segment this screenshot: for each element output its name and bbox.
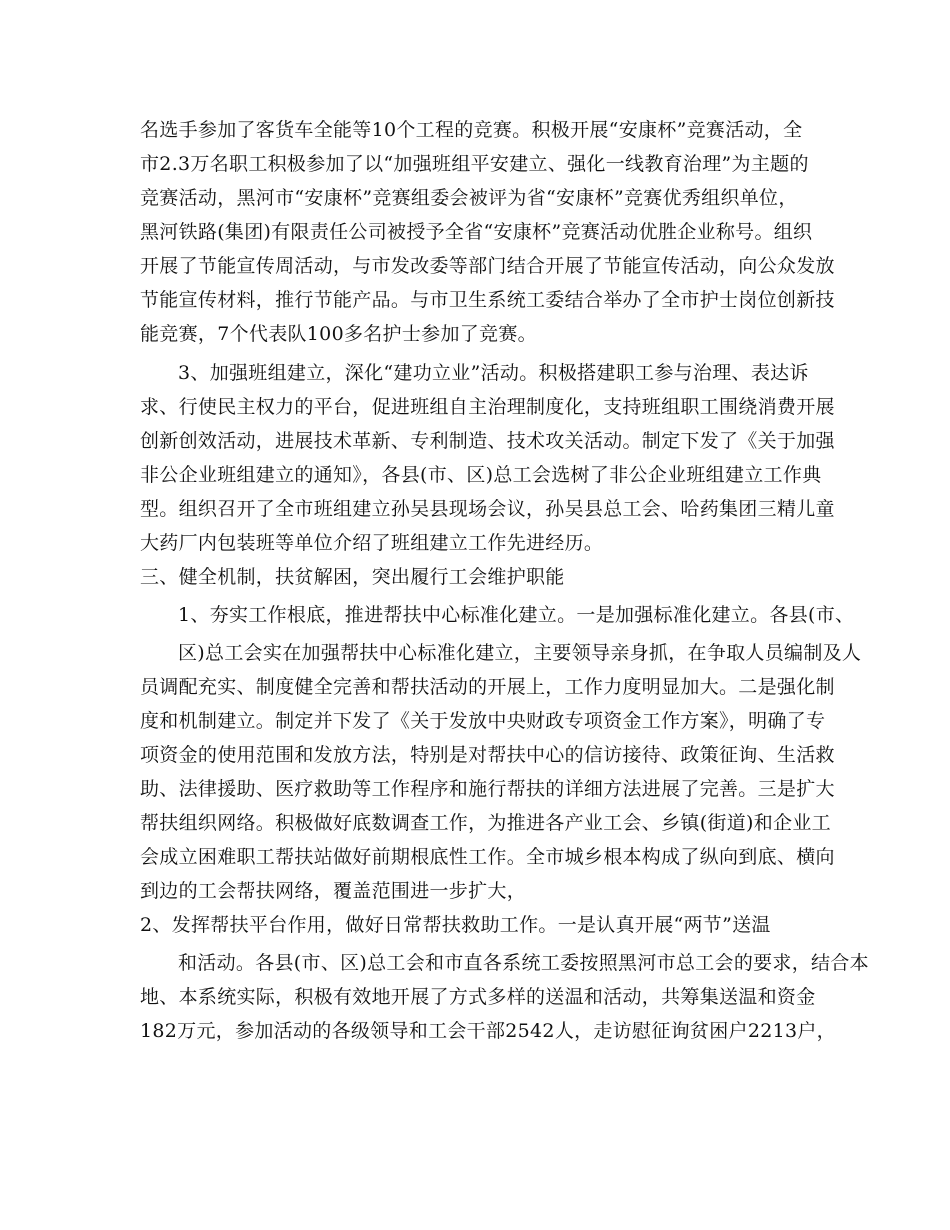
text-line: 黑河铁路(集团)有限责任公司被授予全省“安康杯”竞赛活动优胜企业称号。组织	[140, 221, 813, 243]
text-line: 名选手参加了客货车全能等10个工程的竞赛。积极开展“安康杯”竞赛活动，全	[140, 119, 803, 141]
text-line: 竞赛活动，黑河市“安康杯”竞赛组委会被评为省“安康杯”竞赛优秀组织单位，	[140, 187, 798, 209]
text-line: 求、行使民主权力的平台，促进班组自主治理制度化，支持班组职工围绕消费开展	[140, 396, 835, 418]
section-heading: 1、夯实工作根底，推进帮扶中心标准化建立。一是加强标准化建立。各县(市、	[178, 604, 855, 626]
text-line: 度和机制建立。制定并下发了《关于发放中央财政专项资金工作方案》，明确了专	[140, 710, 826, 732]
paragraph-heading: 区)总工会实在加强帮扶中心标准化建立，主要领导亲身抓，在争取人员编制及人	[178, 642, 862, 664]
text-line: 地、本系统实际，积极有效地开展了方式多样的送温和活动，共筹集送温和资金	[140, 986, 816, 1008]
text-line: 182万元，参加活动的各级领导和工会干部2542人，走访慰征询贫困户2213户，	[140, 1020, 836, 1042]
text-line: 大药厂内包装班等单位介绍了班组建立工作先进经历。	[140, 532, 604, 554]
text-line: 开展了节能宣传周活动，与市发改委等部门结合开展了节能宣传活动，向公众发放	[140, 255, 835, 277]
text-line: 市2.3万名职工积极参加了以“加强班组平安建立、强化一线教育治理”为主题的	[140, 153, 809, 175]
text-line: 能竞赛，7个代表队100多名护士参加了竞赛。	[140, 323, 537, 345]
text-line: 会成立困难职工帮扶站做好前期根底性工作。全市城乡根本构成了纵向到底、横向	[140, 846, 835, 868]
text-line: 到边的工会帮扶网络，覆盖范围进一步扩大，	[140, 880, 527, 902]
paragraph-heading: 和活动。各县(市、区)总工会和市直各系统工委按照黑河市总工会的要求，结合本	[178, 952, 869, 974]
text-line: 帮扶组织网络。积极做好底数调查工作，为推进各产业工会、乡镇(街道)和企业工	[140, 812, 831, 834]
text-line: 型。组织召开了全市班组建立孙吴县现场会议，孙吴县总工会、哈药集团三精儿童	[140, 498, 835, 520]
text-line: 项资金的使用范围和发放方法，特别是对帮扶中心的信访接待、政策征询、生活救	[140, 744, 835, 766]
paragraph-heading: 3、加强班组建立，深化“建功立业”活动。积极搭建职工参与治理、表达诉	[178, 362, 809, 384]
text-line: 非公企业班组建立的通知》，各县(市、区)总工会选树了非公企业班组建立工作典	[140, 464, 822, 486]
text-line: 员调配充实、制度健全完善和帮扶活动的开展上，工作力度明显加大。二是强化制	[140, 676, 835, 698]
text-line: 节能宣传材料，推行节能产品。与市卫生系统工委结合举办了全市护士岗位创新技	[140, 289, 835, 311]
text-line: 三、健全机制，扶贫解困，突出履行工会维护职能	[140, 566, 565, 588]
text-line: 助、法律援助、医疗救助等工作程序和施行帮扶的详细方法进展了完善。三是扩大	[140, 778, 835, 800]
text-line: 创新创效活动，进展技术革新、专利制造、技术攻关活动。制定下发了《关于加强	[140, 430, 835, 452]
text-line: 2、发挥帮扶平台作用，做好日常帮扶救助工作。一是认真开展“两节”送温	[140, 914, 771, 936]
